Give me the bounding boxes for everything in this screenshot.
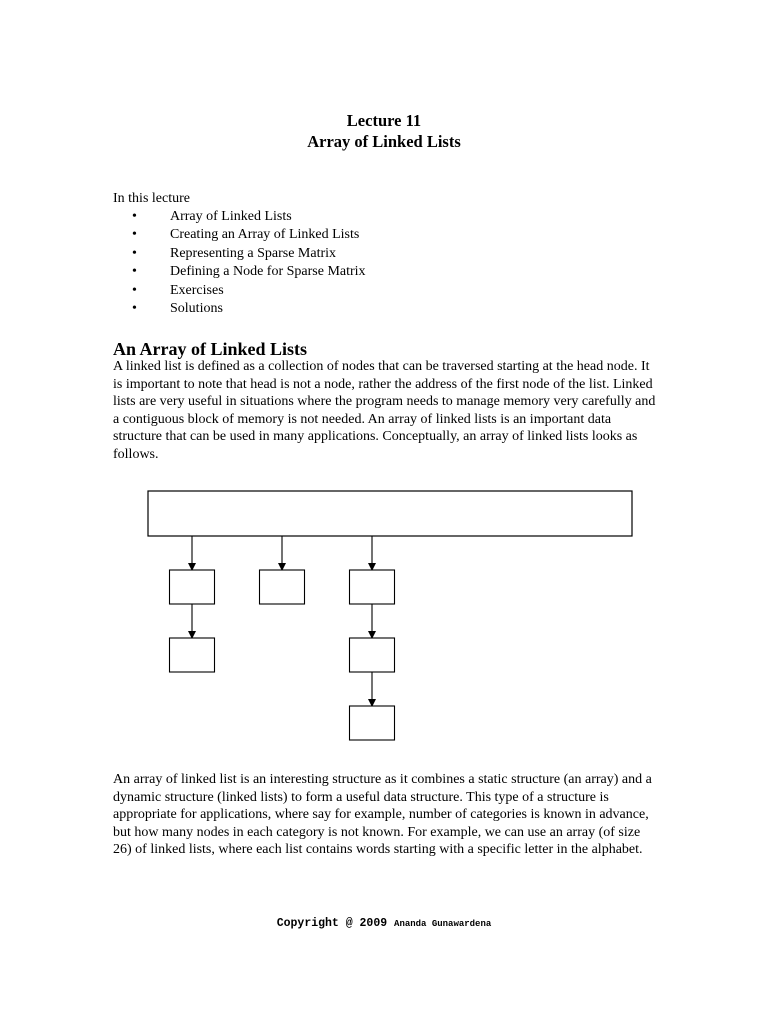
topic-label: Solutions: [170, 300, 223, 316]
author-name: Ananda Gunawardena: [394, 919, 492, 929]
topic-label: Creating an Array of Linked Lists: [170, 227, 360, 243]
list-node: [350, 638, 395, 672]
bullet-icon: •: [132, 282, 137, 298]
list-node: [260, 570, 305, 604]
copyright-footer: [0, 916, 768, 932]
list-node: [350, 570, 395, 604]
list-node: [170, 570, 215, 604]
bullet-icon: •: [132, 264, 137, 280]
lecture-number: Lecture 11: [346, 111, 422, 130]
list-node: [350, 706, 395, 740]
topic-label: Defining a Node for Sparse Matrix: [170, 264, 366, 280]
body-paragraph: A linked list is defined as a collection of nodes that can be traversed starting at the head node. It is important to note that head is not a node, rather the address of the first node of the list. Linked lists are very useful in situations where the program needs to manage memory very carefully and a contiguous block of memory is not needed. An array of linked lists is an important data structure that can be used in many applications. Conceptually, an array of linked lists looks as follows.: [113, 359, 656, 462]
array-box: [148, 491, 632, 536]
bullet-icon: •: [132, 300, 137, 316]
bullet-icon: •: [132, 209, 137, 224]
bullet-icon: •: [132, 227, 137, 243]
topic-label: Representing a Sparse Matrix: [170, 245, 337, 261]
intro-text: In this lecture: [113, 191, 190, 206]
bullet-icon: •: [132, 245, 137, 261]
body-paragraph: An array of linked list is an interesting structure as it combines a static structure (an array) and a dynamic structure (linked lists) to form a useful data structure. This type of a structure is appropriate for applications, where say for example, number of categories is known in advance, but how many nodes in each category is not known. For example, we can use an array (of size 26) of linked lists, where each list contains words starting with a specific letter in the alphabet.: [113, 772, 652, 858]
copyright-text: Copyright @ 2009: [276, 917, 388, 930]
topic-label: Exercises: [170, 282, 224, 298]
lecture-title: Array of Linked Lists: [307, 132, 461, 151]
section-heading: An Array of Linked Lists: [113, 339, 308, 359]
list-node: [170, 638, 215, 672]
topic-label: Array of Linked Lists: [170, 209, 292, 224]
